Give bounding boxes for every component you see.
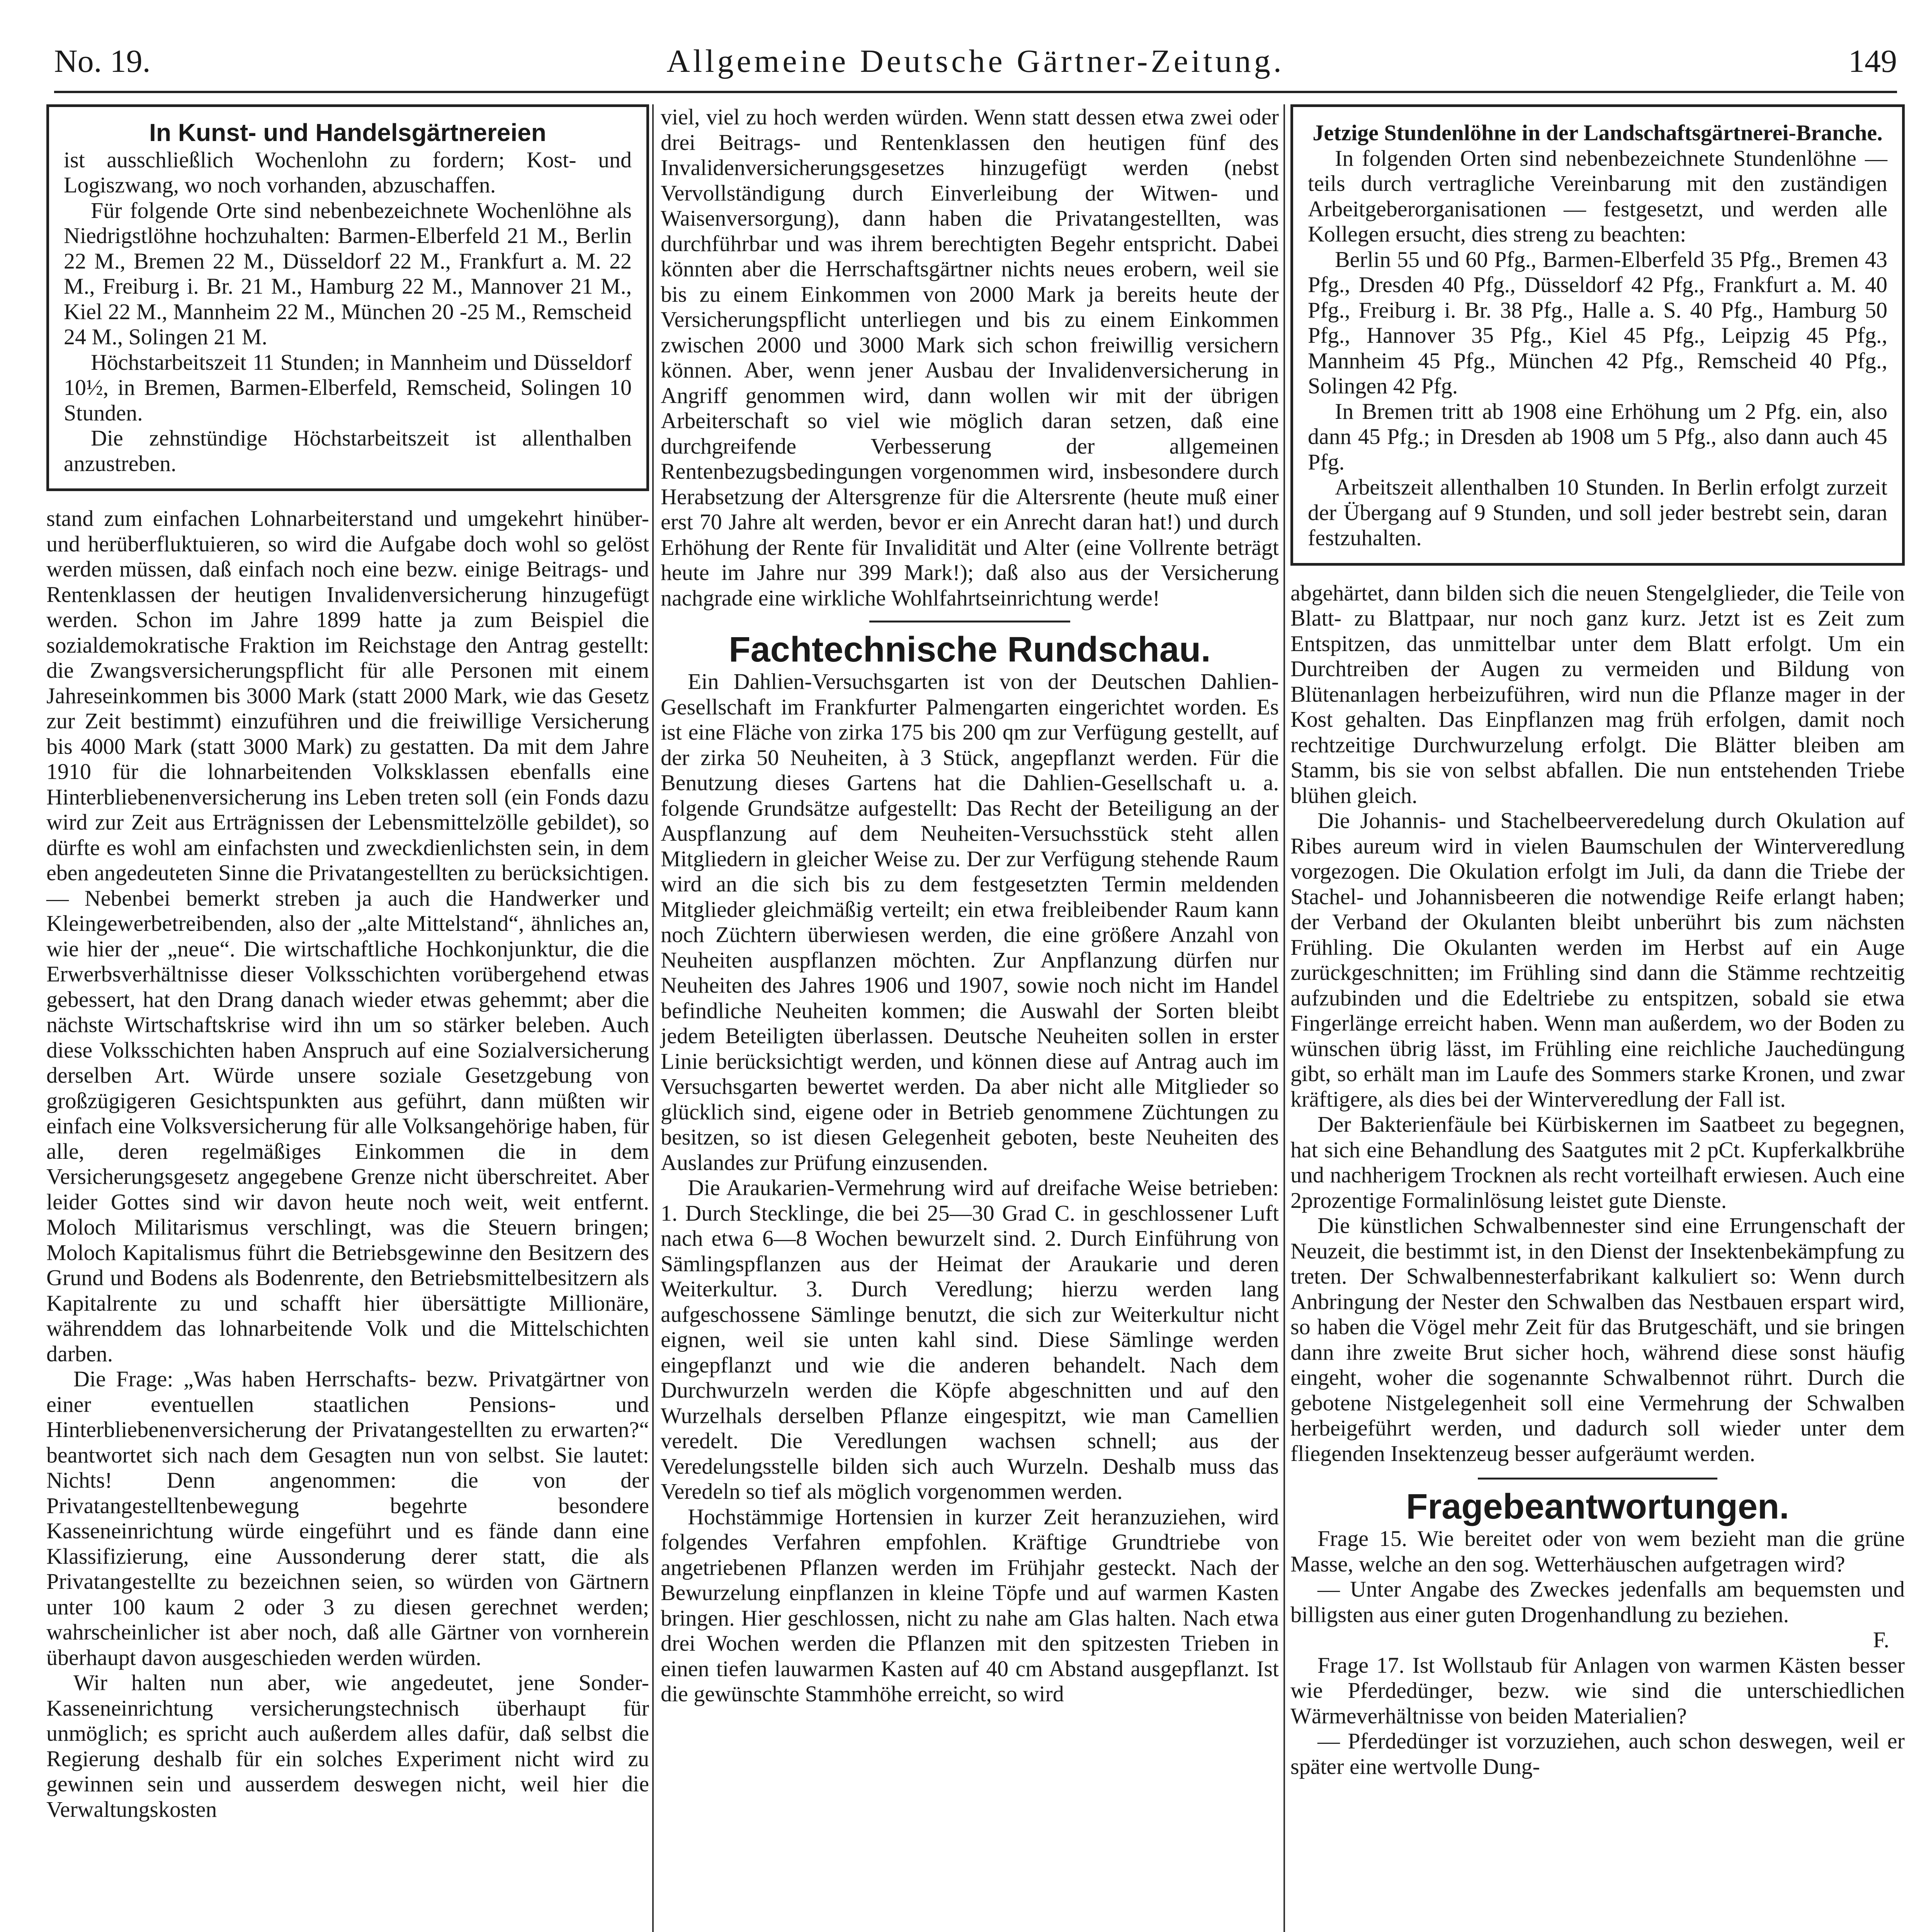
article-paragraph: abgehärtet, dann bilden sich die neuen Stengelglieder, die Teile von Blatt- zu Blattpaar, nur noch ganz kurz. Jetzt ist es Zeit zum Entspitzen, das unmittelbar unter dem Blatt erfolgt. Um ein Durchtreiben der Augen zu vermeiden und Bildung von Blütenanlagen herbeizuführen, wird nun die Pflanze mager in der Kost gehalten. Das Einpflanzen mag früh erfolgen, damit noch rechtzeitige Durchwurzelung erfolgt. Die Blätter bleiben am Stamm, bis sie von selbst abfallen. Die nun entstehenden Triebe blühen gleich.	[1290, 580, 1905, 808]
issue-number: No. 19.	[54, 43, 151, 79]
section-heading: Fragebeantwortungen.	[1406, 1487, 1789, 1526]
column-3	[1290, 104, 1905, 1779]
box-text: ist ausschließlich Wochenlohn zu fordern; Kost- und Logiszwang, wo noch vorhanden, abzuschaffen.	[64, 147, 632, 197]
separator-rule	[869, 621, 1070, 622]
answer-signature: F.	[1873, 1627, 1889, 1652]
section-heading: Fachtechnische Rundschau.	[729, 630, 1211, 669]
header-rule	[54, 91, 1897, 93]
article-paragraph: stand zum einfachen Lohnarbeiterstand und umgekehrt hinüber- und herüberfluktuieren, so wird die Aufgabe doch wohl so gelöst werden müssen, daß einfach noch eine bezw. einige Beitrags- und Rentenklassen der heutigen Invalidenversicherung hinzugefügt werden. Schon im Jahre 1899 hatte ja zum Beispiel die sozialdemokratische Fraktion im Reichstage den Antrag gestellt: die Zwangsversicherungspflicht für alle Personen mit einem Jahreseinkommen bis 3000 Mark (statt 2000 Mark, wie das Gesetz zur Zeit bestimmt) einzuführen und die freiwillige Versicherung bis 4000 Mark (statt 3000 Mark) zu gestatten. Da mit dem Jahre 1910 für die lohnarbeitenden Volksklassen ebenfalls eine Hinterbliebenenversicherung ins Leben treten soll (ein Fonds dazu wird zur Zeit aus Erträgnissen der Lebensmittelzölle gebildet), so dürfte es wohl am einfachsten und zweckdienlichsten sein, in dem eben angedeuteten Sinne die Privatangestellten zu berücksichtigen. — Nebenbei bemerkt streben ja auch die Handwerker und Kleingewerbetreibenden, also der „alte Mittelstand“, ähnliches an, wie hier der „neue“. Die wirtschaftliche Hochkonjunktur, die die Erwerbsverhältnisse dieser Volksschichten vorübergehend etwas gebessert, hat den Drang danach wieder etwas gehemmt; aber die nächste Wirtschaftskrise wird ihn um so stärker beleben. Auch diese Volksschichten haben Anspruch auf eine Sozialversicherung derselben Art. Würde unsere soziale Gesetzgebung von großzügigeren Gesichtspunkten aus geführt, dann müßten wir einfach eine Volksversicherung für alle Volksangehörige haben, für alle, deren regelmäßiges Einkommen die in dem Versicherungsgesetz angegebene Grenze nicht überschreitet. Aber leider Gottes sind wir davon heute noch weit, weit entfernt. Moloch Militarismus verschlingt, was die Steuern bringen; Moloch Kapitalismus führt die Betriebsgewinne den Besitzern des Grund und Bodens als Bodenrente, den Betriebsmittelbesitzern als Kapitalrente zu und schafft hier übersättigte Millionäre, währenddem das lohnarbeitende Volk und die Mittelschichten darben.	[46, 506, 649, 1366]
article-paragraph: Die Araukarien-Vermehrung wird auf dreifache Weise betrieben: 1. Durch Stecklinge, die bei 25—30 Grad C. in geschlossener Luft nach etwa 6—8 Wochen bewurzelt sind. 2. Durch Einführung von Sämlingspflanzen aus der Heimat der Araukarie und deren Weiterkultur. 3. Durch Veredlung; hierzu werden lang aufgeschossene Sämlinge benutzt, die sich zur Weiterkultur nicht eignen, weil sie unten kahl sind. Diese Sämlinge werden eingepflanzt und wie die anderen behandelt. Nach dem Durchwurzeln werden die Köpfe abgeschnitten und auf den Wurzelhals derselben Pflanze eingespitzt, wie man Camellien veredelt. Die Veredlungen wachsen schnell; aus der Veredelungsstelle bilden sich auch Wurzeln. Deshalb muss das Veredeln so tief als möglich vorgenommen werden.	[661, 1175, 1279, 1504]
column-2	[661, 104, 1279, 1707]
box-title: Jetzige Stundenlöhne in der Landschaftsgärtnerei-Branche.	[1312, 120, 1883, 145]
box-text: In Bremen tritt ab 1908 eine Erhöhung um 2 Pfg. ein, also dann 45 Pfg.; in Dresden ab 1908 um 5 Pfg., also dann auch 45 Pfg.	[1308, 398, 1887, 474]
box-text: Die zehnstündige Höchstarbeitszeit ist allenthalben anzustreben.	[64, 425, 632, 476]
article-paragraph: Die Johannis- und Stachelbeerveredelung durch Okulation auf Ribes aureum wird in vielen Baumschulen der Winterveredlung vorgezogen. Die Okulation erfolgt im Juli, da dann die Triebe der Stachel- und Johannisbeeren die notwendige Reife erlangt haben; der Verband der Okulanten bleibt unberührt bis zum nächsten Frühling. Die Okulanten werden im Herbst auf ein Auge zurückgeschnitten; im Frühling sind dann die Stämme rechtzeitig aufzubinden und die Edeltriebe zu entspitzen, sobald sie etwa Fingerlänge erreicht haben. Wenn man außerdem, wo der Boden zu wünschen übrig lässt, im Frühling eine reichliche Jauchedüngung gibt, so erhält man im Laufe des Sommers starke Kronen, und zwar kräftigere, als dies bei der Winterveredlung der Fall ist.	[1290, 808, 1905, 1112]
column-divider	[652, 104, 654, 1932]
wage-box-landschaft	[1290, 104, 1905, 566]
page-number: 149	[1848, 43, 1897, 79]
article-paragraph: Ein Dahlien-Versuchsgarten ist von der Deutschen Dahlien-Gesellschaft im Frankfurter Palmengarten eingerichtet worden. Es ist eine Fläche von zirka 175 bis 200 qm zur Verfügung gestellt, auf der zirka 50 Neuheiten, à 3 Stück, angepflanzt werden. Für die Benutzung dieses Gartens hat die Dahlien-Gesellschaft u. a. folgende Grundsätze aufgestellt: Das Recht der Beteiligung an der Auspflanzung auf dem Neuheiten-Versuchsstück steht allen Mitgliedern in gleicher Weise zu. Der zur Verfügung stehende Raum wird an die sich bis zu dem festgesetzten Termin meldenden Mitglieder gleichmäßig verteilt; ein etwa freibleibender Raum kann noch Züchtern überwiesen werden, die eine größere Anzahl von Neuheiten auspflanzen möchten. Zur Anpflanzung dürfen nur Neuheiten des Jahres 1906 und 1907, sowie noch nicht im Handel befindliche Neuheiten kommen; die Auswahl der Sorten bleibt jedem Beteiligten überlassen. Deutsche Neuheiten sollen in erster Linie berücksichtigt werden, und können diese auf Antrag auch im Versuchsgarten bewertet werden. Da aber nicht alle Mitglieder so glücklich sind, eigene oder in Betrieb genommene Züchtungen zu besitzen, so ist diesen Gelegenheit geboten, beste Neuheiten des Auslandes zur Prüfung einzusenden.	[661, 669, 1279, 1175]
article-paragraph: viel, viel zu hoch werden würden. Wenn statt dessen etwa zwei oder drei Beitrags- und Rentenklassen den heutigen fünf des Invalidenversicherungsgesetzes hinzugefügt werden (nebst Vervollständigung durch Einverleibung der Witwen- und Waisenversorgung), dann haben die Privatangestellten, was durchführbar und was ihrem berechtigten Begehr entspricht. Dabei könnten aber die Herrschaftsgärtner nichts neues erobern, weil sie bis zu einem Einkommen von 2000 Mark ja bereits heute der Versicherungspflicht unterliegen und bis zu einem Einkommen zwischen 2000 und 3000 Mark sich schon freiwillig versichern können. Aber, wenn jener Ausbau der Invalidenversicherung in Angriff genommen wird, dann wollen wir mit der übrigen Arbeiterschaft so viel wie möglich daran setzen, daß eine durchgreifende Verbesserung der allgemeinen Rentenbezugsbedingungen vorgenommen wird, insbesondere durch Herabsetzung der Altersgrenze für die Altersrente (heute muß einer erst 70 Jahre alt werden, bevor er ein Anrecht daran hat!) und durch Erhöhung der Rente für Invalidität und Alter (eine Vollrente beträgt heute im Jahre nur 399 Mark!); daß also aus der Versicherung nachgrade eine wirkliche Wohlfahrtseinrichtung werde!	[661, 104, 1279, 611]
answer-paragraph: — Pferdedünger ist vorzuziehen, auch schon deswegen, weil er später eine wertvolle Dung-	[1290, 1728, 1905, 1779]
wage-box-kunst	[46, 104, 649, 491]
separator-rule	[1478, 1478, 1717, 1480]
box-text: Arbeitszeit allenthalben 10 Stunden. In Berlin erfolgt zurzeit der Übergang auf 9 Stunden, und soll jeder bestrebt sein, daran festzuhalten.	[1308, 474, 1887, 550]
page-header	[54, 43, 1897, 89]
column-1	[46, 104, 649, 1822]
question-paragraph: Frage 17. Ist Wollstaub für Anlagen von warmen Kästen besser wie Pferdedünger, bezw. wie sind die unterschiedlichen Wärmeverhältnisse von beiden Materialien?	[1290, 1652, 1905, 1728]
box-text: Für folgende Orte sind nebenbezeichnete Wochenlöhne als Niedrigstlöhne hochzuhalten: Barmen-Elberfeld 21 M., Berlin 22 M., Bremen 22 M., Düsseldorf 22 M., Frankfurt a. M. 22 M., Freiburg i. Br. 21 M., Hamburg 22 M., Mannover 21 M., Kiel 22 M., Mannheim 22 M., München 20 -25 M., Remscheid 24 M., Solingen 21 M.	[64, 197, 632, 349]
article-paragraph: Wir halten nun aber, wie angedeutet, jene Sonder-Kasseneinrichtung versicherungstechnisch überhaupt für unmöglich; es spricht auch außerdem alles dafür, daß selbst die Regierung deshalb für ein solches Experiment nicht wird zu gewinnen sein und ausserdem deswegen nicht, weil hier die Verwaltungskosten	[46, 1670, 649, 1822]
answer-paragraph: — Unter Angabe des Zweckes jedenfalls am bequemsten und billigsten aus einer guten Drogenhandlung zu beziehen.	[1290, 1577, 1905, 1627]
box-text: Höchstarbeitszeit 11 Stunden; in Mannheim und Düsseldorf 10½, in Bremen, Barmen-Elberfeld, Remscheid, Solingen 10 Stunden.	[64, 349, 632, 425]
question-paragraph: Frage 15. Wie bereitet oder von wem bezieht man die grüne Masse, welche an den sog. Wetterhäuschen aufgetragen wird?	[1290, 1526, 1905, 1577]
box-text: In folgenden Orten sind nebenbezeichnete Stundenlöhne — teils durch vertragliche Vereinbarung mit den zuständigen Arbeitgeberorganisationen — festgesetzt, und werden alle Kollegen ersucht, dies streng zu beachten:	[1308, 145, 1887, 247]
box-text: Berlin 55 und 60 Pfg., Barmen-Elberfeld 35 Pfg., Bremen 43 Pfg., Dresden 40 Pfg., Düsseldorf 42 Pfg., Frankfurt a. M. 40 Pfg., Freiburg i. Br. 38 Pfg., Halle a. S. 40 Pfg., Hamburg 50 Pfg., Hannover 35 Pfg., Kiel 45 Pfg., Leipzig 45 Pfg., Mannheim 45 Pfg., München 42 Pfg., Remscheid 40 Pfg., Solingen 42 Pfg.	[1308, 247, 1887, 398]
article-paragraph: Hochstämmige Hortensien in kurzer Zeit heranzuziehen, wird folgendes Verfahren empfohlen. Kräftige Grundtriebe von angetriebenen Pflanzen werden im Frühjahr gesteckt. Nach der Bewurzelung einpflanzen in kleine Töpfe und auf warmen Kasten bringen. Hier geschlossen, nicht zu nahe am Glas halten. Nach etwa drei Wochen werden die Pflanzen mit den spitzesten Trieben in einen tiefen lauwarmen Kasten auf 40 cm Abstand ausgepflanzt. Ist die gewünschte Stammhöhe erreicht, so wird	[661, 1504, 1279, 1706]
box-title: In Kunst- und Handelsgärtnereien	[149, 119, 546, 146]
newspaper-title: Allgemeine Deutsche Gärtner-Zeitung.	[666, 43, 1285, 79]
column-divider	[1283, 104, 1285, 1932]
article-paragraph: Der Bakterienfäule bei Kürbiskernen im Saatbeet zu begegnen, hat sich eine Behandlung des Saatgutes mit 2 pCt. Kupferkalkbrühe und nachherigem Trocknen als recht vorteilhaft erwiesen. Auch eine 2prozentige Formalinlösung leistet gute Dienste.	[1290, 1112, 1905, 1213]
article-paragraph: Die Frage: „Was haben Herrschafts- bezw. Privatgärtner von einer eventuellen staatlichen Pensions- und Hinterbliebenenversicherung der Privatangestellten zu erwarten?“ beantwortet sich nach dem Gesagten nun von selbst. Sie lautet: Nichts! Denn angenommen: die von der Privatangestelltenbewegung begehrte besondere Kasseneinrichtung würde eingeführt und es fände dann eine Klassifizierung, eine Aussonderung derer statt, die als Privatangestellte zu bezeichnen seien, so würden von Gärtnern unter 100 kaum 2 oder 3 zu diesen gerechnet werden; wahrscheinlicher ist aber noch, daß alle Gärtner von vornherein überhaupt davon ausgeschieden werden würden.	[46, 1366, 649, 1670]
article-paragraph: Die künstlichen Schwalbennester sind eine Errungenschaft der Neuzeit, die bestimmt ist, in den Dienst der Insektenbekämpfung zu treten. Der Schwalbennesterfabrikant kalkuliert so: Wenn durch Anbringung der Nester den Schwalben das Nestbauen erspart wird, so haben die Vögel mehr Zeit für das Brutgeschäft, und sie bringen dann ihre zweite Brut sicher hoch, während diese sonst häufig eingeht, woher die sogenannte Schwalbennot rührt. Durch die gebotene Nistgelegenheit soll eine Vermehrung der Schwalben herbeigeführt werden, und dadurch soll wieder unter dem fliegenden Insektenzeug besser aufgeräumt werden.	[1290, 1213, 1905, 1466]
